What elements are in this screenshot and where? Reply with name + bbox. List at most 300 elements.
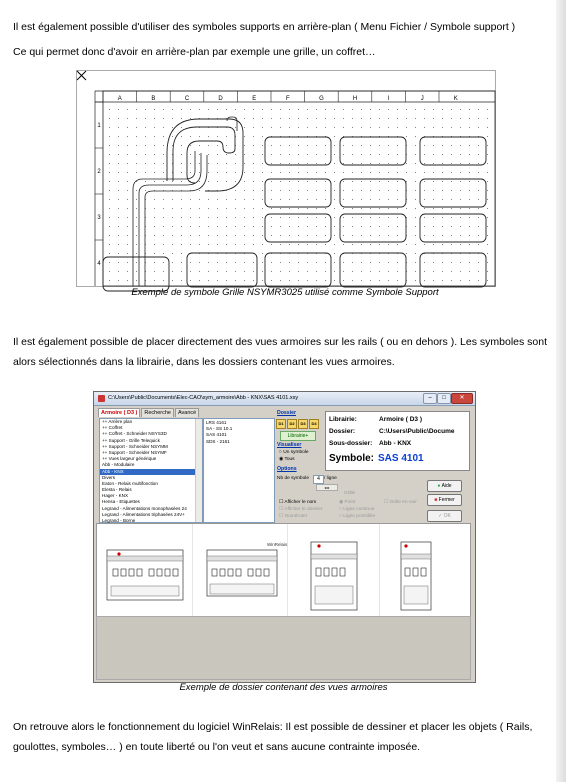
grid-dot xyxy=(397,244,398,245)
grid-dot xyxy=(280,181,281,182)
grid-dot xyxy=(307,262,308,263)
grid-dot xyxy=(307,199,308,200)
options-heading: Options xyxy=(277,466,297,472)
grid-dot xyxy=(415,118,416,119)
grid-dot xyxy=(406,181,407,182)
grid-dot xyxy=(244,199,245,200)
grid-dot xyxy=(298,109,299,110)
check-numeroter[interactable]: ☐ Numéroter xyxy=(279,514,308,519)
grid-dot xyxy=(181,280,182,281)
grid-dot xyxy=(469,217,470,218)
grid-dot xyxy=(244,244,245,245)
grid-figure xyxy=(76,70,496,287)
grid-dot xyxy=(397,190,398,191)
grid-dot xyxy=(226,163,227,164)
grid-dot xyxy=(289,271,290,272)
grid-dot xyxy=(118,208,119,209)
mounting-slot xyxy=(340,214,406,242)
grid-dot xyxy=(352,154,353,155)
aide-button-label: Aide xyxy=(441,483,452,489)
grid-dot xyxy=(199,262,200,263)
grid-dot xyxy=(163,127,164,128)
tab-recherche[interactable]: Recherche xyxy=(141,408,174,417)
folder-list-item[interactable]: Divers xyxy=(102,474,116,480)
column-label: H xyxy=(352,96,358,102)
grid-dot xyxy=(118,118,119,119)
grid-dot xyxy=(127,208,128,209)
folder-list-item[interactable]: ++ Support - Schneider NSYMF xyxy=(102,449,167,455)
grid-dot xyxy=(370,145,371,146)
grid-dot xyxy=(280,163,281,164)
librairie-plus-button[interactable]: Librairie+ xyxy=(280,431,316,441)
check-afficher-nom[interactable]: ☐ Afficher le nom xyxy=(279,500,317,505)
grid-dot xyxy=(379,271,380,272)
tab-avance[interactable]: Avancé xyxy=(175,408,199,417)
grid-dot xyxy=(352,262,353,263)
grid-dot xyxy=(154,136,155,137)
grid-dot xyxy=(181,118,182,119)
grid-dot xyxy=(451,154,452,155)
grid-dot xyxy=(262,208,263,209)
grid-dot xyxy=(487,199,488,200)
grid-dot xyxy=(109,118,110,119)
grid-dot xyxy=(181,244,182,245)
grid-dot xyxy=(109,136,110,137)
grid-dot xyxy=(190,217,191,218)
preview-brand-label: WinRelais xyxy=(267,542,288,547)
symbol-list-item[interactable]: LRS 4161 xyxy=(206,420,227,425)
grid-dot xyxy=(172,145,173,146)
grid-dot xyxy=(469,280,470,281)
grid-dot xyxy=(460,262,461,263)
check-grille-noir[interactable]: ☐ Grille en noir xyxy=(384,500,417,505)
grid-dot xyxy=(334,136,335,137)
grid-dot xyxy=(424,208,425,209)
tab-armoire[interactable]: Armoire ( D3 ) xyxy=(98,408,140,417)
folder-list-item[interactable]: Abb - Modulaire xyxy=(102,462,135,468)
folder-list-item[interactable]: ++ Coffret - Schneider NSYS3D xyxy=(102,431,167,437)
grid-dot xyxy=(244,127,245,128)
folder-list-item[interactable]: ++ Support - Grille Telequick xyxy=(102,437,160,443)
grid-dot xyxy=(235,127,236,128)
grid-dot xyxy=(451,109,452,110)
column-label: B xyxy=(151,96,156,102)
grid-dot xyxy=(442,226,443,227)
grid-dot xyxy=(298,181,299,182)
grid-dot xyxy=(208,109,209,110)
info-librairie-value: Armoire ( D3 ) xyxy=(379,416,422,423)
radio-ligne-continue-label: Ligne continue xyxy=(343,507,375,512)
check-afficher-dossier[interactable]: ☐ Afficher le dossier xyxy=(279,507,323,512)
folder-list-item[interactable]: Elesta - Relais xyxy=(102,487,132,493)
grid-dot xyxy=(415,262,416,263)
grid-dot xyxy=(442,127,443,128)
ok-button[interactable] xyxy=(427,510,462,522)
page-edge xyxy=(556,0,566,782)
grid-dot xyxy=(217,181,218,182)
symbol-list[interactable] xyxy=(203,418,275,523)
grid-dot xyxy=(109,217,110,218)
column-label: F xyxy=(285,96,290,102)
check-icon: ✓ xyxy=(438,513,443,519)
grid-dot xyxy=(379,217,380,218)
grid-dot xyxy=(172,136,173,137)
grid-dot xyxy=(190,262,191,263)
grid-dot xyxy=(307,217,308,218)
grid-dot xyxy=(451,280,452,281)
grid-dot xyxy=(424,127,425,128)
grid-dot xyxy=(298,217,299,218)
grid-dot xyxy=(460,226,461,227)
grid-dot xyxy=(136,208,137,209)
grid-dot xyxy=(379,109,380,110)
grid-dot xyxy=(307,172,308,173)
grid-dot xyxy=(361,154,362,155)
grid-dot xyxy=(163,226,164,227)
grid-dot xyxy=(442,163,443,164)
grid-dot xyxy=(127,145,128,146)
module-lrs-4161 xyxy=(107,550,183,600)
grid-dot xyxy=(379,199,380,200)
grid-dot xyxy=(316,226,317,227)
grid-dot xyxy=(109,127,110,128)
grid-dot xyxy=(433,199,434,200)
grid-dot xyxy=(415,109,416,110)
grid-dot xyxy=(379,190,380,191)
grid-dot xyxy=(343,163,344,164)
grid-dot xyxy=(334,271,335,272)
grid-dot xyxy=(460,181,461,182)
grid-dot xyxy=(190,226,191,227)
grid-dot xyxy=(415,136,416,137)
grid-dot xyxy=(127,154,128,155)
grid-dot xyxy=(208,154,209,155)
grid-dot xyxy=(424,271,425,272)
info-librairie-label: Librairie: xyxy=(329,416,357,423)
grid-dot xyxy=(406,244,407,245)
folder-list-item[interactable]: Legrand - Alimentations triphasées 24V+ xyxy=(102,511,185,517)
grid-dot xyxy=(424,190,425,191)
radio-ligne-pointillee[interactable]: ○ Ligne pointillée xyxy=(339,514,376,519)
info-dossier-label: Dossier: xyxy=(329,428,356,435)
column-label: E xyxy=(252,96,257,102)
grid-dot xyxy=(469,181,470,182)
grid-dot xyxy=(118,109,119,110)
fermer-button[interactable] xyxy=(427,494,462,506)
grid-dot xyxy=(271,208,272,209)
figure-1-caption: Exemple de symbole Grille NSYMR3025 utilisé comme Symbole Support xyxy=(131,287,439,298)
grid-dot xyxy=(217,109,218,110)
folder-list-item[interactable]: Legrand - Alimentations monophasées 24 xyxy=(102,505,187,511)
grid-dot xyxy=(226,181,227,182)
grid-dot xyxy=(280,109,281,110)
info-sous-dossier-value: Abb - KNX xyxy=(379,440,412,447)
grid-dot xyxy=(262,280,263,281)
grid-dot xyxy=(154,208,155,209)
grid-dot xyxy=(163,145,164,146)
grid-dot xyxy=(442,145,443,146)
dossier-button-d2[interactable]: D2 xyxy=(287,419,297,429)
grid-dot xyxy=(325,271,326,272)
nb-symbole-spinner[interactable]: ◂ ▸ xyxy=(316,484,338,491)
grid-dot xyxy=(370,163,371,164)
grid-dot xyxy=(217,208,218,209)
radio-un-symbole[interactable]: ○ Un symbole xyxy=(279,450,309,455)
row-label: 3 xyxy=(97,215,101,221)
grid-dot xyxy=(190,163,191,164)
folder-list[interactable] xyxy=(99,418,203,523)
grid-dot xyxy=(172,208,173,209)
grid-dot xyxy=(460,163,461,164)
grid-dot xyxy=(118,217,119,218)
grid-dot xyxy=(109,244,110,245)
folder-list-item[interactable]: ++ Coffret xyxy=(102,425,123,431)
grid-dot xyxy=(478,280,479,281)
grid-dot xyxy=(208,208,209,209)
grid-dot xyxy=(217,235,218,236)
grid-dot xyxy=(298,172,299,173)
grid-dot xyxy=(163,136,164,137)
info-sous-dossier-label: Sous-dossier: xyxy=(329,440,373,447)
grid-dot xyxy=(244,226,245,227)
nb-symbole-input[interactable]: 4 xyxy=(313,475,324,484)
grid-dot xyxy=(487,118,488,119)
dossier-button-d4[interactable]: D4 xyxy=(309,419,319,429)
grid-dot xyxy=(388,280,389,281)
grid-dot xyxy=(289,262,290,263)
grid-dot xyxy=(253,271,254,272)
grid-dot xyxy=(334,127,335,128)
grid-dot xyxy=(109,109,110,110)
grid-dot xyxy=(397,262,398,263)
grid-dot xyxy=(118,172,119,173)
grid-dot xyxy=(370,271,371,272)
grid-dot xyxy=(379,280,380,281)
grid-dot xyxy=(388,163,389,164)
grid-dot xyxy=(289,172,290,173)
grid-dot xyxy=(190,136,191,137)
grid-dot xyxy=(343,145,344,146)
grid-dot xyxy=(442,208,443,209)
grid-dot xyxy=(397,118,398,119)
grid-dot xyxy=(307,118,308,119)
grid-dot xyxy=(271,280,272,281)
grid-dot xyxy=(424,172,425,173)
grid-dot xyxy=(109,145,110,146)
grid-dot xyxy=(298,208,299,209)
grid-dot xyxy=(424,262,425,263)
grid-dot xyxy=(127,280,128,281)
row-label: 2 xyxy=(97,169,101,175)
grid-dot xyxy=(433,118,434,119)
radio-point[interactable]: ◉ Point xyxy=(339,500,356,505)
grid-dot xyxy=(433,109,434,110)
grid-dot xyxy=(370,199,371,200)
minimize-button[interactable]: – xyxy=(423,393,437,404)
grid-dot xyxy=(334,154,335,155)
grid-dot xyxy=(253,118,254,119)
grid-dot xyxy=(361,163,362,164)
grid-dot xyxy=(280,280,281,281)
grid-dot xyxy=(487,145,488,146)
grid-dot xyxy=(397,226,398,227)
grid-dot xyxy=(280,145,281,146)
dossier-heading: Dossier xyxy=(277,410,297,416)
grid-dot xyxy=(226,154,227,155)
grid-dot xyxy=(127,226,128,227)
grid-dot xyxy=(397,199,398,200)
grid-dot xyxy=(433,235,434,236)
aide-button[interactable] xyxy=(427,480,462,492)
grid-dot xyxy=(109,253,110,254)
grid-dot xyxy=(154,244,155,245)
grid-dot xyxy=(325,181,326,182)
grid-dot xyxy=(451,244,452,245)
grid-dot xyxy=(334,235,335,236)
grid-dot xyxy=(136,262,137,263)
grid-dot xyxy=(262,163,263,164)
grid-dot xyxy=(127,118,128,119)
grid-dot xyxy=(361,199,362,200)
grid-dot xyxy=(217,226,218,227)
folder-list-item[interactable]: Hager - KNX xyxy=(102,493,129,499)
grid-dot xyxy=(181,136,182,137)
grid-dot xyxy=(271,226,272,227)
grid-dot xyxy=(433,280,434,281)
grid-dot xyxy=(190,280,191,281)
folder-list-item[interactable]: Eaton - Relais multifonction xyxy=(102,480,158,486)
grid-dot xyxy=(154,199,155,200)
grid-dot xyxy=(415,181,416,182)
folder-list-item[interactable]: ++ Vues largeur générique xyxy=(102,456,157,462)
grid-dot xyxy=(370,244,371,245)
symbol-list-item[interactable]: SA - SS 10.1 xyxy=(206,426,233,432)
grid-dot xyxy=(190,271,191,272)
grid-dot xyxy=(199,208,200,209)
grid-dot xyxy=(352,181,353,182)
grid-dot xyxy=(199,109,200,110)
grid-dot xyxy=(127,109,128,110)
grid-dot xyxy=(199,280,200,281)
grid-dot xyxy=(262,244,263,245)
grid-dot xyxy=(118,136,119,137)
maximize-button[interactable]: □ xyxy=(437,393,451,404)
grid-dot xyxy=(334,145,335,146)
grid-dot xyxy=(262,271,263,272)
grid-dot xyxy=(334,217,335,218)
symbol-list-item[interactable]: SDS - 2161 xyxy=(206,438,230,444)
close-button[interactable]: ✕ xyxy=(451,393,473,404)
grid-dot xyxy=(406,127,407,128)
grid-dot xyxy=(163,181,164,182)
folder-list-item[interactable]: Legrand - Borne xyxy=(102,518,136,523)
grid-dot xyxy=(172,262,173,263)
grid-dot xyxy=(244,163,245,164)
folder-list-item[interactable]: Hensa - Etiquettes xyxy=(102,499,140,505)
grid-dot xyxy=(271,217,272,218)
grid-dot xyxy=(307,226,308,227)
grid-dot xyxy=(154,280,155,281)
grid-dot xyxy=(469,172,470,173)
grid-dot xyxy=(118,127,119,128)
grid-dot xyxy=(316,172,317,173)
dossier-button-d1[interactable]: D1 xyxy=(276,419,286,429)
grid-dot xyxy=(343,199,344,200)
grid-dot xyxy=(415,190,416,191)
grid-dot xyxy=(478,181,479,182)
grid-dot xyxy=(118,235,119,236)
grid-dot xyxy=(217,262,218,263)
grid-dot xyxy=(298,190,299,191)
grid-dot xyxy=(163,109,164,110)
grid-dot xyxy=(343,190,344,191)
grid-dot xyxy=(379,172,380,173)
folder-list-item[interactable]: ++ Support - Schneider NSYMM xyxy=(102,443,168,449)
grid-dot xyxy=(271,118,272,119)
grid-dot xyxy=(406,163,407,164)
grid-dot xyxy=(415,145,416,146)
grid-dot xyxy=(352,190,353,191)
grid-dot xyxy=(154,262,155,263)
grid-dot xyxy=(478,109,479,110)
dossier-button-d3[interactable]: D3 xyxy=(298,419,308,429)
folder-scrollbar[interactable] xyxy=(195,419,202,522)
grid-dot xyxy=(289,217,290,218)
grid-dot xyxy=(370,154,371,155)
folder-list-item[interactable]: Abb - KNX xyxy=(100,469,202,475)
grid-dot xyxy=(298,226,299,227)
grid-dot xyxy=(208,163,209,164)
grid-dot xyxy=(289,127,290,128)
grid-dot xyxy=(235,154,236,155)
grid-dot xyxy=(469,109,470,110)
mounting-slot xyxy=(187,253,257,287)
grid-dot xyxy=(469,226,470,227)
grid-dot xyxy=(334,118,335,119)
grid-dot xyxy=(208,172,209,173)
symbol-list-item[interactable]: SAS 4101 xyxy=(206,432,227,438)
grid-dot xyxy=(451,172,452,173)
grid-dot xyxy=(109,262,110,263)
grid-dot xyxy=(352,244,353,245)
grid-dot xyxy=(352,145,353,146)
grid-dot xyxy=(235,262,236,263)
grid-dot xyxy=(271,271,272,272)
grid-dot xyxy=(451,208,452,209)
radio-tous[interactable]: ◉ Tous xyxy=(279,457,295,462)
grid-dot xyxy=(181,271,182,272)
grid-dot xyxy=(262,136,263,137)
grid-dot xyxy=(388,109,389,110)
grid-dot xyxy=(406,253,407,254)
folder-list-item[interactable]: ++ Arrière plan xyxy=(102,419,133,424)
grid-dot xyxy=(217,154,218,155)
grid-dot xyxy=(325,145,326,146)
grid-dot xyxy=(487,208,488,209)
radio-ligne-continue[interactable]: ○ Ligne continue xyxy=(339,507,375,512)
grid-dot xyxy=(181,181,182,182)
grid-dot xyxy=(118,154,119,155)
grid-dot xyxy=(244,217,245,218)
grid-dot xyxy=(442,271,443,272)
grid-dot xyxy=(262,109,263,110)
grid-dot xyxy=(172,199,173,200)
grid-dot xyxy=(316,208,317,209)
grid-dot xyxy=(442,154,443,155)
grid-dot xyxy=(343,127,344,128)
grid-dot xyxy=(244,109,245,110)
grid-dot xyxy=(388,127,389,128)
